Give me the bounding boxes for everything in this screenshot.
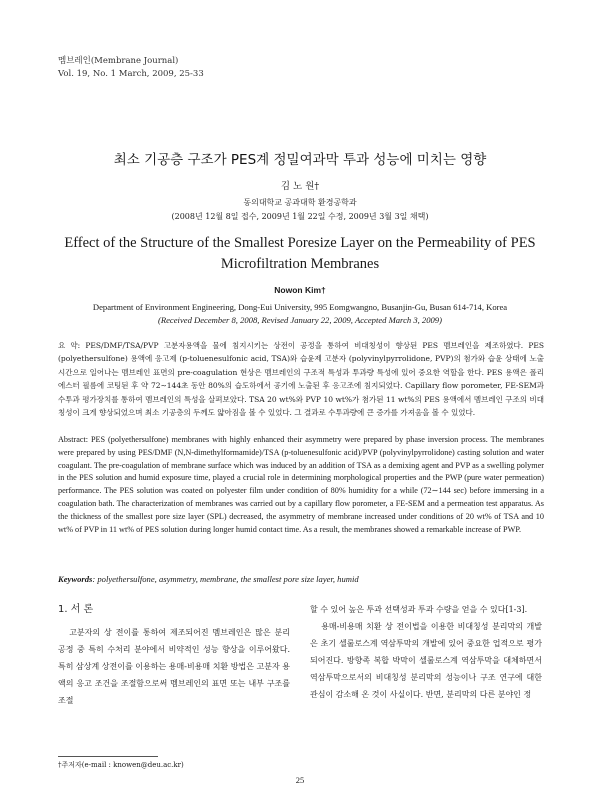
paper-title-english-line2: Microfiltration Membranes (220, 256, 380, 272)
affiliation-english (48, 301, 552, 327)
dates-english: (Received December 8, 2008, Revised January 22, 2009, Accepted March 3, 2009) (158, 315, 442, 325)
footnote-divider (58, 756, 158, 757)
affiliation-korean (0, 196, 600, 224)
keywords (58, 574, 544, 584)
paper-title-korean: 최소 기공층 구조가 PES계 정밀여과막 투과 성능에 미치는 영향 (113, 152, 487, 168)
abstract-korean-label: 요 약: (58, 341, 81, 350)
paper-title-english (60, 233, 540, 275)
body-column-right (310, 601, 542, 703)
author-korean: 김 노 원† (280, 181, 320, 192)
journal-header (58, 55, 204, 81)
journal-issue: Vol. 19, No. 1 March, 2009, 25-33 (58, 69, 204, 79)
keywords-label: Keywords (58, 574, 93, 584)
abstract-english-text: PES (polyethersulfone) membranes with highly enhanced their asymmetry were prepared by phase inversion process. The membranes were prepared by using PES/DMF (N,N-dimethylformamide)/TSA (p-toluenesulfonic acid)/PVP (polyvinylpyrrolidone) casting solution and water coagulant. The pre-coagulation of membrane surface which was induced by an addition of TSA as a demixing agent and PVP as a swelling polymer in the PES solution and humid exposure time, played a crucial role in determining morphological properties and the PWP (pure water permeation) performance. The PES solution was coated on polyester film under condition of 80% humidity for a while (72∼144 sec) before immersing in a coagulation bath. The characterization of membranes was carried out by a capillary flow porometer, a FE-SEM and a permeation test apparatus. As the thickness of the smallest pore size layer (SPL) decreased, the asymmetry of membrane increased under conditions of 20 wt% of TSA and 10 wt% of PVP in 11 wt% of PES solution during longer humid contact time. As a result, the membranes showed a remarkable increase of PWP. (58, 435, 544, 534)
body-paragraph: 할 수 있어 높은 투과 선택성과 투과 수량을 얻을 수 있다[1-3]. (310, 605, 528, 614)
dates-korean: (2008년 12월 8일 접수, 2009년 1월 22일 수정, 2009년 3월 3일 채택) (171, 212, 429, 221)
keywords-list: : polyethersulfone, asymmetry, membrane, the smallest pore size layer, humid (92, 574, 359, 584)
body-paragraph: 고분자의 상 전이를 통하여 제조되어진 멤브레인은 많은 분리 공정 중 특히 수처리 분야에서 비약적인 성능 향상을 이루어왔다. 특히 삼상계 상전이를 이용하는 용매-비용매 치환 방법은 고분자 용액의 응고 조건을 조절함으로써 멤브레인의 표면 또는 내부 구조를 조절 (58, 628, 290, 705)
section-heading-introduction: 1. 서 론 (58, 604, 94, 615)
author-english: Nowon Kim† (274, 285, 326, 295)
abstract-korean-text: PES/DMF/TSA/PVP 고분자용액을 물에 침지시키는 상전이 공정을 통하여 비대칭성이 향상된 PES 멤브레인을 제조하였다. PES (polyethersulfone) 용액에 응고제 (p-toluenesulfonic acid, TSA)와 습윤제 고분자 (polyvinylpyrrolidone, PVP)의 첨가와 습윤 상태에 노출 시간으로 일어나는 멤브레인 표면의 pre-coagulation 현상은 멤브레인의 구조적 특성과 투과량 특성에 있어 중요한 역할을 한다. PES 용액은 폴리에스터 필름에 코팅된 후 약 72∼144초 동안 80%의 습도하에서 공기에 노출된 후 응고조에 침지되었다. Capillary flow porometer, FE-SEM과 수투과 평가장치를 통하여 멤브레인의 특성을 살펴보았다. TSA 20 wt%와 PVP 10 wt%가 첨가된 11 wt%의 PES 용액에서 멤브레인 구조의 비대칭성이 크게 향상되었으며 최소 기공층의 두께도 얇아짐을 볼 수 있었다. 그 결과로 수투과량에 큰 증가를 가져옴을 볼 수 있었다. (58, 341, 545, 418)
body-paragraph: 용매-비용매 치환 상 전이법을 이용한 비대칭성 분리막의 개발은 초기 셀룰로스계 역삼투막의 개발에 있어 중요한 업적으로 평가되어진다. 방향족 복합 박막이 셀룰로스계 역삼투막을 대체하면서 역삼투막으로서의 비대칭성 분리막의 성능이나 구조 연구에 대한 관심이 감소해 온 것이 사실이다. 반면, 분리막의 다른 분야인 정 (310, 622, 542, 699)
abstract-english (58, 434, 544, 536)
journal-name: 멤브레인(Membrane Journal) (58, 56, 179, 66)
abstract-korean (58, 339, 544, 419)
footnote-corresponding-author: †주저자(e-mail : knowen@deu.ac.kr) (58, 761, 184, 769)
body-column-left (58, 624, 290, 709)
page-number: 25 (295, 775, 305, 785)
paper-title-english-line1: Effect of the Structure of the Smallest Poresize Layer on the Permeability of PES (64, 235, 536, 251)
affiliation-english-dept: Department of Environment Engineering, Dong-Eui University, 995 Eomgwangno, Busanjin-Gu, Busan 614-714, Korea (92, 302, 508, 312)
affiliation-korean-dept: 동의대학교 공과대학 환경공학과 (243, 198, 357, 207)
abstract-english-label: Abstract: (58, 435, 89, 444)
